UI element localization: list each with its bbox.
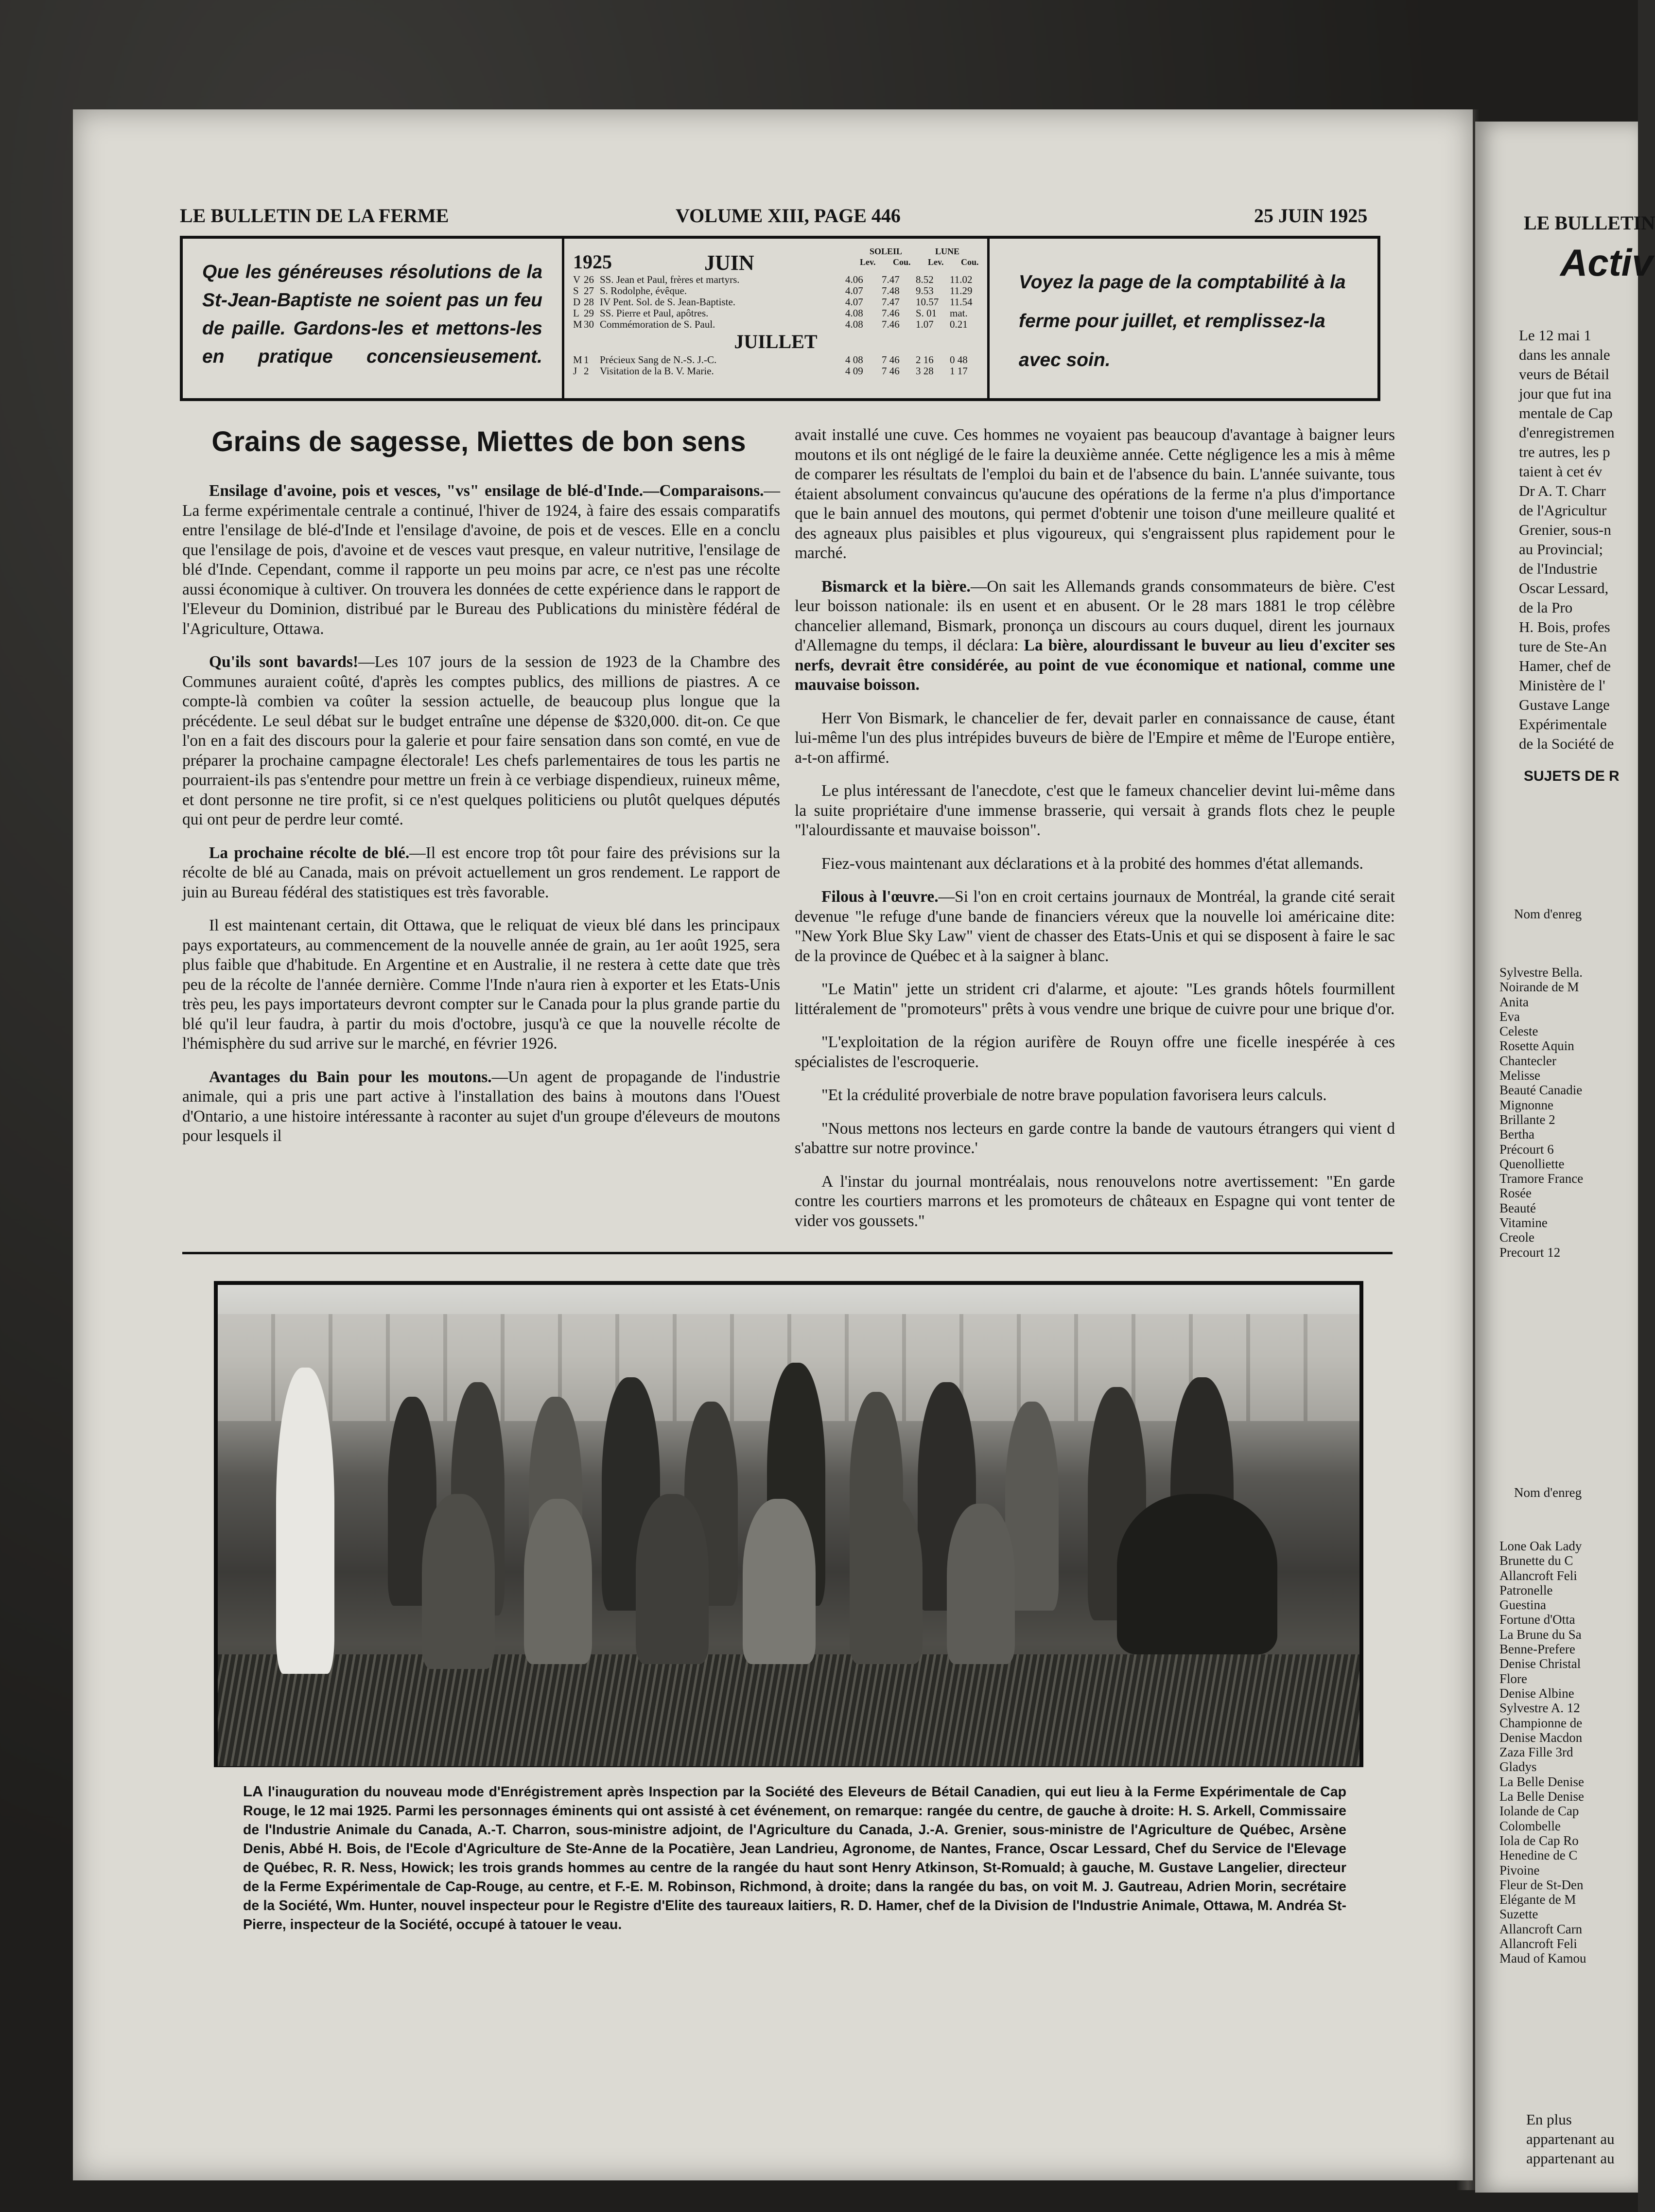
paragraph-emphasis: La bière, alourdissant le buveur au lieu d'exciter ses nerfs, devrait être considérée, au point de vue économique et national, comme une mauvaise boisson. bbox=[795, 636, 1395, 694]
calendar-cell-b: 7.47 bbox=[882, 296, 900, 308]
adjacent-list-item: Henedine de C bbox=[1499, 1848, 1578, 1863]
calendar-cell-d: J bbox=[573, 365, 577, 377]
paragraph-body: Le plus intéressant de l'anecdote, c'est que le fameux chancelier devint lui-même dans la suite propriétaire d'une immense brasserie, qui versait à grands flots chez le peuple "l'alourdissante et mauvaise boisson". bbox=[795, 782, 1395, 839]
adjacent-list-item: Vitamine bbox=[1499, 1215, 1548, 1230]
adjacent-list-item: Allancroft Feli bbox=[1499, 1936, 1577, 1951]
calendar-cell-text: Précieux Sang de N.-S. J.-C. bbox=[600, 354, 717, 366]
calendar-cell-c: 8.52 bbox=[916, 274, 934, 285]
caption-lead: LA bbox=[243, 1783, 263, 1800]
article-paragraph bbox=[182, 916, 780, 1054]
photo-grass bbox=[218, 1654, 1359, 1766]
article-headline: Grains de sagesse, Miettes de bon sens bbox=[211, 426, 746, 457]
calendar-cell-e: 11.54 bbox=[950, 296, 973, 308]
calendar-cell-e: 0 48 bbox=[950, 354, 968, 366]
calendar-cell-c: 10.57 bbox=[916, 296, 939, 308]
article-paragraph bbox=[182, 843, 780, 903]
adjacent-list-item: Colombelle bbox=[1499, 1818, 1561, 1833]
calendar-cell-a: 4.07 bbox=[845, 285, 863, 297]
adjacent-intro-line: tre autres, les p bbox=[1519, 443, 1610, 460]
calendar-cell-d: L bbox=[573, 307, 579, 319]
adjacent-subhead: SUJETS DE R bbox=[1524, 768, 1620, 784]
adjacent-list-item: Patronelle bbox=[1499, 1582, 1553, 1598]
article-paragraph bbox=[795, 425, 1395, 563]
adjacent-list-item: Championne de bbox=[1499, 1715, 1583, 1730]
adjacent-list-item: Benne-Prefere bbox=[1499, 1642, 1575, 1657]
adjacent-list-item: Anita bbox=[1499, 994, 1529, 1009]
july-row bbox=[573, 365, 978, 376]
calendar-cell-n: 29 bbox=[584, 307, 594, 319]
caption-text: l'inauguration du nouveau mode d'Enrégistrement après Inspection par la Société des Eleveurs de Bétail Canadien, qui eut lieu à la Ferme Expérimentale de Cap Rouge, le 12 mai 1925. Parmi les personnages éminents qui ont assisté à cet événement, on remarque: rangée du centre, de gauche à droite: H. S. Arkell, Commissaire de l'Industrie Animale du Canada, A.-T. Charron, sous-ministre adjoint, de l'Agriculture du Canada, J.-A. Grenier, sous-ministre de l'Agriculture de Québec, Arsène Denis, Abbé H. Bois, de l'Ecole d'Agriculture de Ste-Anne de la Pocatière, Jean Landrieu, Agronome, de Nantes, France, Oscar Lessard, Chef du Service de l'Elevage de Québec, R. R. Ness, Howick; les trois grands hommes au centre de la rangée du haut sont Henry Atkinson, St-Romuald; à gauche, M. Gustave Langelier, directeur de la Ferme Expérimentale de Cap-Rouge, au centre, et F.-E. M. Robinson, Richmond, à droite; dans la rangée du bas, on voit M. J. Gautreau, Adrien Morin, secrétaire de la Société, Wm. Hunter, nouvel inspecteur pour le Registre d'Elite des taureaux laitiers, R. D. Hamer, chef de la Division de l'Industrie Animale, Ottawa, M. Andréa St-Pierre, inspecteur de la Société, occupé à tatouer le veau. bbox=[243, 1784, 1346, 1932]
calendar-month-july: JUILLET bbox=[734, 331, 818, 352]
adjacent-list-item: Pivoine bbox=[1499, 1862, 1540, 1878]
adjacent-intro-line: de la Société de bbox=[1519, 735, 1614, 752]
calendar-cell-a: 4 09 bbox=[845, 365, 863, 377]
adjacent-list-item: Maud of Kamou bbox=[1499, 1951, 1586, 1966]
photo-figure bbox=[636, 1494, 709, 1664]
adjacent-list-item: Melisse bbox=[1499, 1068, 1540, 1083]
calendar-cell-text: Visitation de la B. V. Marie. bbox=[600, 365, 714, 377]
calendar-cell-n: 26 bbox=[584, 274, 594, 285]
calendar-cell-d: M bbox=[573, 318, 582, 330]
june-row bbox=[573, 318, 978, 330]
calendar-cell-n: 27 bbox=[584, 285, 594, 297]
calendar-cell-d: D bbox=[573, 296, 581, 308]
paragraph-body: —Si l'on en croit certains journaux de Montréal, la grande cité serait devenue "le refuge d'une bande de financiers véreux que la nouvelle loi américaine dite: "New York Blue Sky Law" vient de chasser des Etats-Unis et qui se disposent à faire le sac de la province de Québec et à la saigner à blanc. bbox=[795, 888, 1395, 965]
calendar-cell-b: 7.46 bbox=[882, 318, 900, 330]
adjacent-list-item: Suzette bbox=[1499, 1907, 1538, 1922]
calendar-cell-text: Commémoration de S. Paul. bbox=[600, 318, 715, 330]
adjacent-list-item: Allancroft Feli bbox=[1499, 1568, 1577, 1583]
band-left-note: Que les généreuses résolutions de la St-Jean-Baptiste ne soient pas un feu de paille. Gardons-les et mettons-les en pratique concensieusement. bbox=[202, 262, 542, 367]
paragraph-body: Herr Von Bismark, le chancelier de fer, devait parler en connaissance de cause, étant lui-même l'un des plus intrépides buveurs de bière de l'Empire et même de l'Europe entière, a-t-on affirmé. bbox=[795, 709, 1395, 767]
adjacent-intro bbox=[1519, 326, 1655, 754]
adjacent-list-item: Flore bbox=[1499, 1671, 1527, 1686]
calendar-cell-c: 1.07 bbox=[916, 318, 934, 330]
photo-caption bbox=[243, 1782, 1346, 1934]
adjacent-list-item: Beauté Canadie bbox=[1499, 1083, 1583, 1098]
adjacent-list-item: Quenolliette bbox=[1499, 1156, 1565, 1171]
calendar-cell-a: 4.08 bbox=[845, 318, 863, 330]
paragraph-body: —On sait les Allemands grands consommateurs de bière. C'est leur boisson nationale: ils en usent et en abusent. Or le 28 mars 1881 le trop célèbre chancelier allemand, Bismark, prononça un discours au cours duquel, dirent les journaux d'Allemagne du temps, il déclara: bbox=[795, 577, 1395, 654]
adjacent-footer-line: appartenant au bbox=[1526, 2150, 1615, 2167]
adjacent-list-item: Allancroft Carn bbox=[1499, 1921, 1583, 1936]
calendar-cell-c: 3 28 bbox=[916, 365, 934, 377]
adjacent-intro-line: taient à cet év bbox=[1519, 463, 1603, 480]
calendar-cell-e: mat. bbox=[950, 307, 968, 319]
calendar-cell-a: 4 08 bbox=[845, 354, 863, 366]
adjacent-list-item: Sylvestre A. 12 bbox=[1499, 1701, 1580, 1716]
adjacent-intro-line: Dr A. T. Charr bbox=[1519, 482, 1606, 499]
calendar-month-june: JUIN bbox=[704, 251, 754, 275]
paragraph-body: "Et la crédulité proverbiale de notre brave population favorisera leurs calculs. bbox=[821, 1086, 1327, 1104]
adjacent-intro-line: Expérimentale bbox=[1519, 716, 1607, 733]
adjacent-intro-line: Gustave Lange bbox=[1519, 696, 1610, 713]
calendar-cell-c: S. 01 bbox=[916, 307, 937, 319]
calendar-cell-n: 30 bbox=[584, 318, 594, 330]
photo-figure bbox=[743, 1499, 816, 1664]
adjacent-intro-line: de la Pro bbox=[1519, 599, 1573, 616]
adjacent-list-item: Noirande de M bbox=[1499, 980, 1579, 995]
calendar-cell-c: 2 16 bbox=[916, 354, 934, 366]
calendar-cell-text: IV Pent. Sol. de S. Jean-Baptiste. bbox=[600, 296, 736, 308]
calendar-cell-text: S. Rodolphe, évêque. bbox=[600, 285, 687, 297]
article-paragraph bbox=[795, 1033, 1395, 1072]
photo-figure bbox=[1117, 1494, 1277, 1654]
adjacent-list-item: La Belle Denise bbox=[1499, 1789, 1584, 1804]
calendar-cell-b: 7 46 bbox=[882, 365, 900, 377]
adjacent-list-item: Gladys bbox=[1499, 1759, 1537, 1774]
adjacent-list-item: Lone Oak Lady bbox=[1499, 1539, 1582, 1553]
article-column-2 bbox=[795, 425, 1395, 1245]
adjacent-intro-line: de l'Agricultur bbox=[1519, 502, 1607, 519]
paragraph-body: —La ferme expérimentale centrale a continué, l'hiver de 1924, à faire des essais comparatifs entre l'ensilage de blé-d'Inde et l'ensilage d'avoine, de pois et de vesces. Elle en a conclu que l'ensilage de pois, d'avoine et de vesces vaut presque, en valeur nutritive, l'ensilage de blé d'Inde. Cependant, comme il rapporte un peu moins par acre, ce n'est pas une récolte aussi économique à cultiver. On trouvera les données de cette expérience dans le rapport de l'Eleveur du Dominion, distribué par le Bureau des Publications du ministère fédéral de l'Agriculture, Ottawa. bbox=[182, 482, 780, 638]
col-lune: LUNE bbox=[935, 246, 960, 256]
adjacent-intro-line: dans les annale bbox=[1519, 346, 1610, 363]
article-paragraph bbox=[795, 887, 1395, 966]
calendar-cell-b: 7 46 bbox=[882, 354, 900, 366]
calendar-cell-d: V bbox=[573, 274, 581, 285]
adjacent-list-1 bbox=[1499, 965, 1583, 1260]
group-photo bbox=[214, 1281, 1363, 1767]
article-column-1 bbox=[182, 481, 780, 1160]
adjacent-list-item: Tramore France bbox=[1499, 1171, 1584, 1186]
june-row bbox=[573, 296, 978, 307]
calendar-rows-june bbox=[573, 274, 978, 330]
calendar-cell-a: 4.07 bbox=[845, 296, 863, 308]
paragraph-body: —Un agent de propagande de l'industrie animale, qui a pris une part active à l'installation des bains à moutons dans l'Ouest d'Ontario, a une histoire intéressante à raconter au sujet d'un groupe d'éleveurs de moutons pour lesquels il bbox=[182, 1068, 780, 1145]
adjacent-list-item: Brunette du C bbox=[1499, 1553, 1573, 1568]
paragraph-body: Fiez-vous maintenant aux déclarations et à la probité des hommes d'état allemands. bbox=[821, 854, 1363, 873]
adjacent-list-item: Denise Macdon bbox=[1499, 1730, 1583, 1745]
adjacent-list-item: Bertha bbox=[1499, 1127, 1534, 1142]
adjacent-list-item: Denise Christal bbox=[1499, 1656, 1581, 1671]
june-row bbox=[573, 307, 978, 318]
header-date: 25 JUIN 1925 bbox=[1254, 205, 1368, 227]
adjacent-list-2 bbox=[1499, 1539, 1586, 1966]
adjacent-intro-line: H. Bois, profes bbox=[1519, 618, 1610, 635]
section-rule bbox=[182, 1252, 1393, 1254]
paragraph-lead: Bismarck et la bière. bbox=[821, 577, 971, 596]
article-paragraph bbox=[795, 709, 1395, 768]
paragraph-lead: La prochaine récolte de blé. bbox=[209, 843, 410, 862]
paragraph-lead: Qu'ils sont bavards! bbox=[209, 653, 359, 671]
adjacent-intro-line: Le 12 mai 1 bbox=[1519, 327, 1591, 344]
adjacent-list-item: Iola de Cap Ro bbox=[1499, 1833, 1579, 1848]
adjacent-list-item: Fleur de St-Den bbox=[1499, 1877, 1584, 1892]
article-paragraph bbox=[795, 1086, 1395, 1106]
adjacent-intro-line: au Provincial; bbox=[1519, 541, 1603, 558]
calendar-cell-e: 11.29 bbox=[950, 285, 973, 297]
adjacent-list-item: Rosette Aquin bbox=[1499, 1038, 1574, 1053]
calendar-year: 1925 bbox=[573, 251, 612, 273]
article-paragraph bbox=[795, 1119, 1395, 1159]
calendar-cell-a: 4.08 bbox=[845, 307, 863, 319]
adjacent-list-item: Rosée bbox=[1499, 1186, 1532, 1201]
band-right-note: Voyez la page de la comptabilité à la ferme pour juillet, et remplissez-la avec soin. bbox=[1019, 272, 1346, 370]
paragraph-body: —Les 107 jours de la session de 1923 de la Chambre des Communes auraient coûté, d'après les comptes publics, des millions de piastres. A ce compte-là combien va coûter la session actuelle, de beaucoup plus longue que la précédente. Le seul débat sur le budget entraîne une dépense de $320,000. dit-on. Ce que l'on en a fait des discours pour la galerie et pour faire sensation dans son comté, en vue de préparer la prochaine campagne électorale! Les chefs parlementaires de tous les partis ne pourraient-ils pas s'entendre pour mettre un frein à ce verbiage dispendieux, ruineux même, et dont personne ne tire profit, si ce n'est quelques politiciens ou plutôt quelques députés qui ont peur de perdre leur comté. bbox=[182, 653, 780, 828]
page-header bbox=[180, 204, 1385, 228]
info-band bbox=[180, 236, 1380, 401]
adjacent-intro-line: Grenier, sous-n bbox=[1519, 521, 1611, 538]
article-paragraph bbox=[795, 781, 1395, 841]
calendar-cell-a: 4.06 bbox=[845, 274, 863, 285]
col-cou-1: Cou. bbox=[893, 257, 911, 267]
adjacent-list-item: Denise Albine bbox=[1499, 1685, 1574, 1701]
adjacent-intro-line: veurs de Bétail bbox=[1519, 366, 1609, 383]
photo-figure bbox=[850, 1494, 923, 1664]
adjacent-list-item: Celeste bbox=[1499, 1024, 1538, 1039]
adjacent-intro-line: de l'Industrie bbox=[1519, 560, 1598, 577]
paragraph-lead: Ensilage d'avoine, pois et vesces, "vs" ensilage de blé-d'Inde.—Comparaisons. bbox=[209, 482, 764, 500]
article-paragraph bbox=[182, 1068, 780, 1146]
adjacent-page bbox=[1475, 122, 1655, 2193]
adjacent-list-item: Brillante 2 bbox=[1499, 1112, 1555, 1127]
july-row bbox=[573, 354, 978, 365]
paragraph-lead: Filous à l'œuvre. bbox=[821, 888, 939, 906]
adjacent-footer bbox=[1526, 2110, 1653, 2168]
adjacent-intro-line: Oscar Lessard, bbox=[1519, 579, 1609, 597]
header-publication: LE BULLETIN DE LA FERME bbox=[180, 205, 449, 227]
calendar-rows-july bbox=[573, 354, 978, 376]
calendar-cell-n: 28 bbox=[584, 296, 594, 308]
adjacent-list-item: Eva bbox=[1499, 1009, 1520, 1024]
adjacent-list-item: Mignonne bbox=[1499, 1097, 1553, 1112]
col-lev-1: Lev. bbox=[860, 257, 876, 267]
calendar-cell-b: 7.48 bbox=[882, 285, 900, 297]
calendar-cell-text: SS. Jean et Paul, frères et martyrs. bbox=[600, 274, 740, 285]
adjacent-list-item: Chantecler bbox=[1499, 1053, 1556, 1068]
article-paragraph bbox=[182, 481, 780, 639]
adjacent-footer-line: appartenant au bbox=[1526, 2130, 1615, 2147]
adjacent-header: LE BULLETIN bbox=[1524, 212, 1655, 234]
adjacent-intro-line: jour que fut ina bbox=[1519, 385, 1612, 402]
calendar-cell-e: 11.02 bbox=[950, 274, 973, 285]
adjacent-title: Activ bbox=[1560, 241, 1653, 284]
article-paragraph bbox=[795, 1172, 1395, 1231]
adjacent-footer-line: En plus bbox=[1526, 2111, 1572, 2128]
calendar-cell-n: 2 bbox=[584, 365, 589, 377]
calendar-cell-n: 1 bbox=[584, 354, 589, 366]
adjacent-list-item: La Brune du Sa bbox=[1499, 1627, 1582, 1642]
adjacent-list-item: La Belle Denise bbox=[1499, 1774, 1584, 1789]
paragraph-body: A l'instar du journal montréalais, nous renouvelons notre avertissement: "En garde contre les courtiers marrons et les promoteurs de châteaux en Espagne qui vont tenter de vider vos goussets." bbox=[795, 1172, 1395, 1230]
adjacent-list-item: Sylvestre Bella. bbox=[1499, 965, 1583, 980]
paragraph-lead: Avantages du Bain pour les moutons. bbox=[209, 1068, 492, 1086]
adjacent-intro-line: Ministère de l' bbox=[1519, 677, 1605, 694]
calendar-cell-text: SS. Pierre et Paul, apôtres. bbox=[600, 307, 709, 319]
paragraph-body: Il est maintenant certain, dit Ottawa, que le reliquat de vieux blé dans les principaux pays exportateurs, au commencement de la nouvelle année de grain, au 1er août 1925, sera plus faible que d'habitude. En Argentine et en Australie, il ne restera à cette date que très peu de la récolte de l'année dernière. Comme l'Inde n'aura rien à exporter et les Etats-Unis très peu, les pays importateurs devront compter sur le Canada pour la plus grande partie du blé qu'il leur faudra, à partir du mois d'octobre, jusqu'à ce que la nouvelle récolte de l'hémisphère du sud arrive sur le marché, en février 1926. bbox=[182, 916, 780, 1053]
header-volume: VOLUME XIII, PAGE 446 bbox=[676, 205, 901, 227]
photo-figure bbox=[422, 1494, 495, 1669]
adjacent-list-item: Creole bbox=[1499, 1230, 1534, 1245]
adjacent-list-item: Fortune d'Otta bbox=[1499, 1612, 1575, 1627]
adjacent-list-item: Precourt 12 bbox=[1499, 1245, 1561, 1260]
paragraph-body: "L'exploitation de la région aurifère de Rouyn offre une ficelle inespérée à ces spécialistes de l'escroquerie. bbox=[795, 1033, 1395, 1071]
adjacent-intro-line: Hamer, chef de bbox=[1519, 657, 1611, 674]
adjacent-list-item: Elégante de M bbox=[1499, 1892, 1576, 1907]
adjacent-list-item: Zaza Fille 3rd bbox=[1499, 1745, 1573, 1760]
paragraph-body: —Il est encore trop tôt pour faire des prévisions sur la récolte de blé au Canada, mais on prévoit actuellement un gros rendement. Le rapport de juin au Bureau fédéral des statistiques est très favorable. bbox=[182, 843, 780, 901]
col-lev-2: Lev. bbox=[928, 257, 944, 267]
adjacent-intro-line: mentale de Cap bbox=[1519, 404, 1613, 421]
calendar-cell-b: 7.47 bbox=[882, 274, 900, 285]
calendar-cell-e: 0.21 bbox=[950, 318, 968, 330]
col-cou-2: Cou. bbox=[961, 257, 979, 267]
adjacent-intro-line: ture de Ste-An bbox=[1519, 638, 1607, 655]
calendar-box bbox=[562, 239, 990, 398]
adjacent-list-item: Iolande de Cap bbox=[1499, 1804, 1579, 1819]
june-row bbox=[573, 274, 978, 285]
calendar-cell-d: S bbox=[573, 285, 579, 297]
adjacent-list-item: Guestina bbox=[1499, 1598, 1546, 1613]
photo-figure bbox=[947, 1504, 1015, 1664]
calendar-cell-b: 7.46 bbox=[882, 307, 900, 319]
article-paragraph bbox=[795, 980, 1395, 1019]
calendar-cell-e: 1 17 bbox=[950, 365, 968, 377]
adjacent-table2-head: Nom d'enreg bbox=[1514, 1485, 1582, 1500]
adjacent-intro-line: d'enregistremen bbox=[1519, 424, 1615, 441]
paragraph-body: "Nous mettons nos lecteurs en garde contre la bande de vautours étrangers qui vient d s'abattre sur notre province.' bbox=[795, 1119, 1395, 1157]
article-paragraph bbox=[795, 577, 1395, 695]
paragraph-body: "Le Matin" jette un strident cri d'alarme, et ajoute: "Les grands hôtels fourmillent littéralement de "promoteurs" prêts à vous vendre une brique de cuivre pour une brique d'or. bbox=[795, 980, 1395, 1018]
article-paragraph bbox=[182, 652, 780, 830]
paragraph-body: avait installé une cuve. Ces hommes ne voyaient pas beaucoup d'avantage à baigner leurs moutons et ils ont négligé de le faire la deuxième année. Cette négligence les a mis à même de comparer les résultats de l'emploi du bain et de l'absence du bain. L'année suivante, tous étaient absolument convaincus qu'aucune des opérations de la ferme n'a plus d'importance que le bain annuel des moutons, qui permet d'obtenir une toison d'une meilleure qualité et des agneaux plus paisibles et plus vigoureux, qui s'engraissent plus rapidement pour le marché. bbox=[795, 426, 1395, 562]
calendar-cell-d: M bbox=[573, 354, 582, 366]
calendar-cell-c: 9.53 bbox=[916, 285, 934, 297]
photo-figure bbox=[524, 1499, 592, 1664]
june-row bbox=[573, 285, 978, 296]
adjacent-list-item: Précourt 6 bbox=[1499, 1141, 1554, 1157]
article-paragraph bbox=[795, 854, 1395, 874]
photo-figure bbox=[276, 1368, 334, 1674]
col-soleil: SOLEIL bbox=[870, 246, 903, 256]
adjacent-table1-head: Nom d'enreg bbox=[1514, 907, 1582, 921]
adjacent-list-item: Beauté bbox=[1499, 1200, 1536, 1215]
